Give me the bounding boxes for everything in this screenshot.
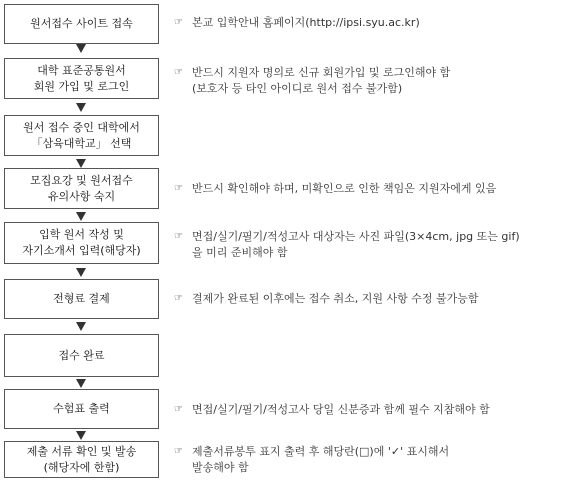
note-text: 반드시 지원자 명의로 신규 회원가입 및 로그인해야 함	[192, 66, 451, 79]
note-text: (보호자 등 타인 아이디로 원서 접수 불가함)	[192, 82, 403, 95]
step-print-ticket	[4, 389, 159, 429]
step-site-access	[4, 4, 159, 44]
note-text: 결제가 완료된 이후에는 접수 취소, 지원 사항 수정 불가능함	[192, 292, 479, 305]
step-label: 수험표 출력	[53, 402, 110, 415]
step-label: 회원 가입 및 로그인	[33, 79, 130, 93]
step-payment	[4, 279, 159, 319]
arrow-down-icon	[76, 212, 86, 221]
step-complete	[4, 334, 159, 377]
pointing-hand-icon: ☞	[174, 446, 183, 457]
pointing-hand-icon: ☞	[174, 231, 183, 242]
pointing-hand-icon: ☞	[174, 17, 183, 28]
note-print-ticket	[174, 402, 562, 418]
note-application-form	[174, 229, 562, 261]
pointing-hand-icon: ☞	[174, 67, 183, 78]
note-text: 반드시 확인해야 하며, 미확인으로 인한 책임은 지원자에게 있음	[192, 182, 497, 195]
step-submit-documents	[4, 441, 159, 478]
note-text: 제출서류봉투 표지 출력 후 해당란(□)에 '✓' 표시해서	[192, 445, 450, 458]
note-site-access	[174, 15, 562, 31]
pointing-hand-icon: ☞	[174, 183, 183, 194]
arrow-down-icon	[76, 103, 86, 112]
step-label: 원서접수 사이트 접속	[30, 17, 133, 30]
step-label: 유의사항 숙지	[47, 189, 116, 203]
note-text: 면접/실기/필기/적성고사 당일 신분증과 함께 필수 지참해야 함	[192, 403, 490, 416]
pointing-hand-icon: ☞	[174, 293, 183, 304]
note-read-guidelines	[174, 181, 562, 197]
note-submit-documents	[174, 444, 562, 476]
step-signup-login	[4, 58, 159, 99]
note-payment	[174, 291, 562, 307]
step-label: 원서 접수 중인 대학에서	[23, 120, 140, 134]
note-signup-login	[174, 65, 562, 97]
arrow-down-icon	[76, 431, 86, 440]
arrow-down-icon	[76, 268, 86, 277]
arrow-down-icon	[76, 379, 86, 388]
note-text: 본교 입학안내 홈페이지(http://ipsi.syu.ac.kr)	[192, 16, 420, 29]
note-text: 을 미리 준비해야 함	[192, 246, 288, 259]
pointing-hand-icon: ☞	[174, 404, 183, 415]
step-label: 대학 표준공통원서	[37, 63, 126, 77]
step-label: 제출 서류 확인 및 발송	[26, 444, 137, 458]
step-read-guidelines	[4, 168, 159, 209]
arrow-down-icon	[76, 159, 86, 168]
step-label: 자기소개서 입력(해당자)	[22, 244, 141, 257]
arrow-down-icon	[76, 44, 86, 53]
step-label: 전형료 결제	[53, 292, 110, 305]
arrow-down-icon	[76, 322, 86, 331]
step-label: 접수 완료	[58, 348, 105, 362]
note-text: 면접/실기/필기/적성고사 대상자는 사진 파일(3×4cm, jpg 또는 gif)	[192, 230, 520, 243]
step-label: 「삼육대학교」 선택	[31, 136, 132, 150]
note-text: 발송해야 함	[192, 461, 249, 474]
step-label: 입학 원서 작성 및	[39, 228, 124, 241]
step-application-form	[4, 222, 159, 264]
step-label: 모집요강 및 원서접수	[30, 173, 133, 187]
step-label: (해당자에 한함)	[43, 460, 120, 474]
step-select-university	[4, 115, 159, 156]
